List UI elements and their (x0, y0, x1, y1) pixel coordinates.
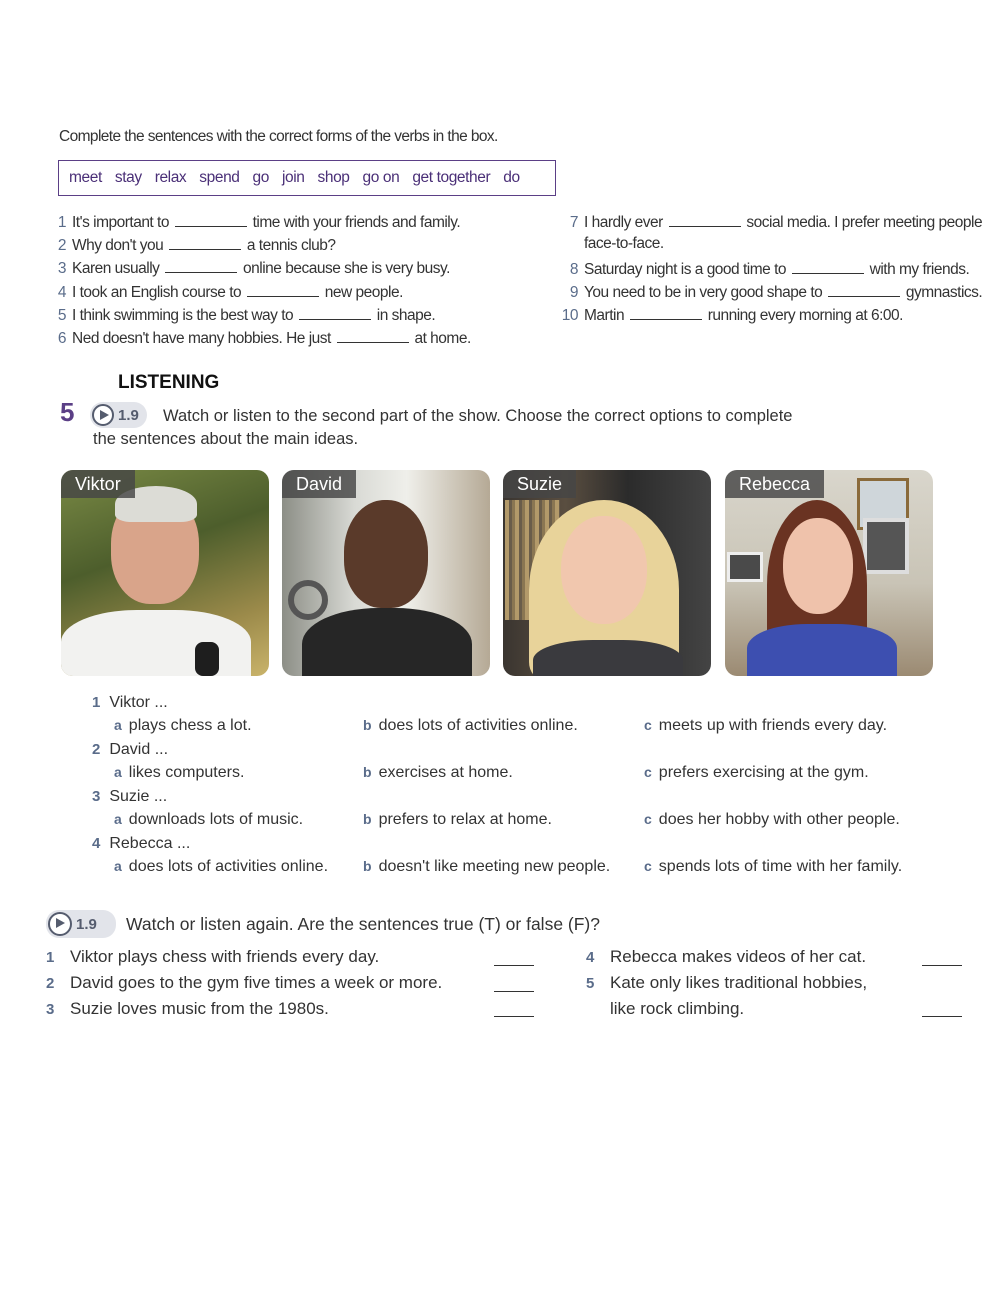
question-stem: 3 Suzie ... (92, 788, 168, 805)
verb-word: relax (154, 169, 187, 186)
tf-item: 3 Suzie loves music from the 1980s. (46, 999, 329, 1018)
answer-blank[interactable] (165, 258, 237, 273)
option-b[interactable]: b prefers to relax at home. (363, 811, 552, 828)
tf-item-continuation: like rock climbing. (610, 999, 745, 1018)
question-stem: 1 Viktor ... (92, 694, 168, 711)
audio-badge[interactable] (90, 402, 147, 428)
answer-blank[interactable] (630, 305, 702, 320)
option-a[interactable]: a plays chess a lot. (114, 717, 252, 734)
option-b[interactable]: b does lots of activities online. (363, 717, 578, 734)
question-stem: 2 David ... (92, 741, 169, 758)
exercise-number: 5 (60, 397, 75, 427)
option-c[interactable]: c does her hobby with other people. (644, 811, 900, 828)
listening-instruction-line2: the sentences about the main ideas. (93, 430, 359, 448)
tf-item: 5 Kate only likes traditional hobbies, (586, 973, 868, 992)
photo-card-david (282, 470, 490, 676)
person-name-label: Rebecca (725, 470, 824, 498)
answer-blank[interactable] (175, 212, 247, 227)
tf-instruction: Watch or listen again. Are the sentences true (T) or false (F)? (126, 914, 600, 934)
verb-word: do (503, 169, 520, 186)
sentence-item: 1 It's important to time with your friends and family. (57, 214, 461, 231)
sentence-item: 7 I hardly ever social media. I prefer meeting people (569, 214, 983, 231)
sentence-item: 10 Martin running every morning at 6:00. (561, 307, 903, 324)
audio-track-label: 1.9 (118, 406, 139, 424)
verb-word: go on (362, 169, 400, 186)
sentence-item: 2 Why don't you a tennis club? (57, 237, 336, 254)
verb-box (58, 160, 556, 196)
verb-word: go (252, 169, 269, 186)
verb-word: stay (114, 169, 142, 186)
answer-blank[interactable] (922, 1015, 962, 1017)
verb-word: spend (199, 169, 240, 186)
answer-blank[interactable] (828, 282, 900, 297)
microphone-icon (195, 642, 219, 676)
verb-word: shop (317, 169, 350, 186)
person-name-label: Viktor (61, 470, 135, 498)
exercise-instruction: Complete the sentences with the correct forms of the verbs in the box. (59, 128, 498, 145)
answer-blank[interactable] (792, 259, 864, 274)
answer-blank[interactable] (922, 964, 962, 966)
answer-blank[interactable] (169, 235, 241, 250)
photo-card-suzie (503, 470, 711, 676)
verb-word: get together (412, 169, 491, 186)
audio-track-label: 1.9 (76, 915, 97, 933)
play-icon[interactable] (48, 912, 72, 936)
answer-blank[interactable] (494, 964, 534, 966)
tf-item: 4 Rebecca makes videos of her cat. (586, 947, 867, 966)
sentence-item: 9 You need to be in very good shape to gymnastics. (569, 284, 983, 301)
option-b[interactable]: b exercises at home. (363, 764, 513, 781)
play-icon[interactable] (92, 404, 114, 426)
photo-card-viktor (61, 470, 269, 676)
monitor-icon (863, 518, 909, 574)
option-a[interactable]: a likes computers. (114, 764, 245, 781)
answer-blank[interactable] (247, 282, 319, 297)
option-b[interactable]: b doesn't like meeting new people. (363, 858, 611, 875)
photo-card-rebecca (725, 470, 933, 676)
option-c[interactable]: c spends lots of time with her family. (644, 858, 903, 875)
tf-item: 2 David goes to the gym five times a week or more. (46, 973, 443, 992)
answer-blank[interactable] (669, 212, 741, 227)
verb-word: join (281, 169, 305, 186)
question-stem: 4 Rebecca ... (92, 835, 191, 852)
option-a[interactable]: a downloads lots of music. (114, 811, 304, 828)
tf-item: 1 Viktor plays chess with friends every day. (46, 947, 380, 966)
answer-blank[interactable] (337, 328, 409, 343)
option-c[interactable]: c meets up with friends every day. (644, 717, 888, 734)
audio-badge[interactable] (46, 910, 116, 938)
verb-word: meet (69, 169, 102, 186)
answer-blank[interactable] (494, 990, 534, 992)
person-photo (344, 500, 428, 608)
answer-blank[interactable] (299, 305, 371, 320)
sentence-item: 4 I took an English course to new people. (57, 284, 403, 301)
sentence-item: 3 Karen usually online because she is very busy. (57, 260, 450, 277)
sentence-continuation: face-to-face. (584, 235, 664, 252)
option-c[interactable]: c prefers exercising at the gym. (644, 764, 869, 781)
listening-instruction: Watch or listen to the second part of the show. Choose the correct options to complete (163, 407, 793, 425)
sentence-item: 5 I think swimming is the best way to in shape. (57, 307, 436, 324)
sentence-item: 8 Saturday night is a good time to with my friends. (569, 261, 970, 278)
sentence-item: 6 Ned doesn't have many hobbies. He just at home. (57, 330, 471, 347)
person-name-label: Suzie (503, 470, 576, 498)
option-a[interactable]: a does lots of activities online. (114, 858, 329, 875)
section-heading: LISTENING (118, 372, 220, 393)
answer-blank[interactable] (494, 1015, 534, 1017)
person-name-label: David (282, 470, 356, 498)
